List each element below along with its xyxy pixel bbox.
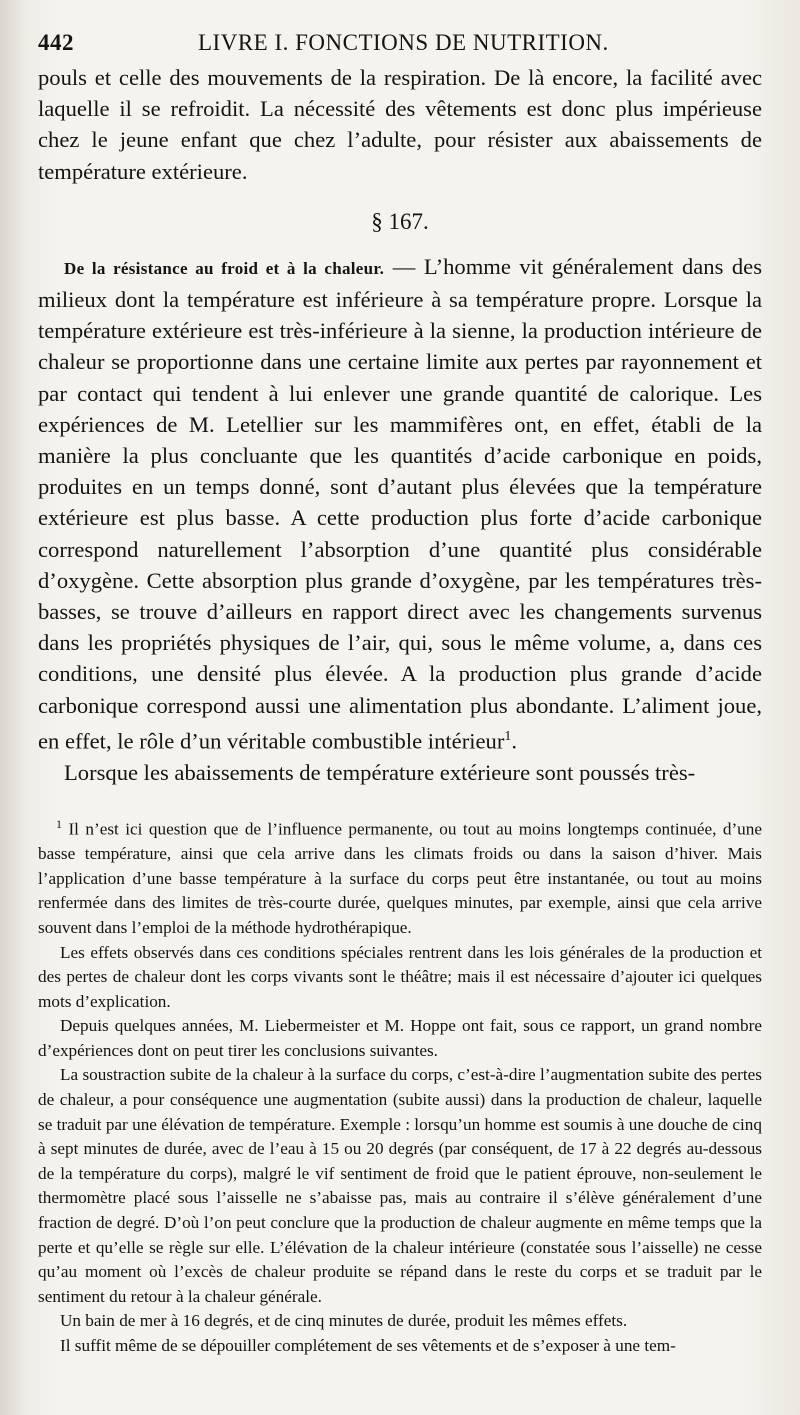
footnote-text: Il n’est ici question que de l’influence permanente, ou tout au moins longtemps continuée, d’une basse température, ainsi que cela arrive dans les climats froids ou dans la saison d’hiver. Mais l’application d’une basse température à la surface du corps peut être instantanée, ou tout au moins renfermée dans des limites de très-courte durée, quelques minutes, par exemple, ainsi que cela arrive souvent dans l’emploi de la méthode hydrothérapique. bbox=[38, 819, 763, 937]
footnote-paragraph: Les effets observés dans ces conditions spéciales rentrent dans les lois générales de la production et des pertes de chaleur dont les corps vivants sont le théâtre; mais il est nécessaire d’ajouter ici quelques mots d’explication. bbox=[38, 942, 762, 1011]
footnote-reference: 1 bbox=[504, 728, 512, 744]
paragraph-continuation: pouls et celle des mouvements de la respiration. De là encore, la facilité avec laquelle il se refroidit. La nécessité des vêtements est donc plus impérieuse chez le jeune enfant que chez l’adulte, pour résister aux abaissements de température extérieure. bbox=[38, 65, 762, 184]
section-heading: De la résistance au froid et à la chaleur. bbox=[64, 258, 385, 278]
footnote-1 bbox=[38, 812, 762, 941]
main-text bbox=[38, 62, 762, 788]
section-number: § 167. bbox=[371, 208, 429, 234]
page-header bbox=[38, 30, 762, 62]
footnote-paragraph: Un bain de mer à 16 degrés, et de cinq minutes de durée, produit les mêmes effets. bbox=[60, 1311, 628, 1331]
paragraph-section-167 bbox=[38, 251, 762, 757]
footnote-paragraph: Il suffit même de se dépouiller complétement de ses vêtements et de s’exposer à une tem- bbox=[60, 1336, 676, 1355]
footnote-paragraph: Depuis quelques années, M. Liebermeister et M. Hoppe ont fait, sous ce rapport, un grand nombre d’expériences dont on peut tirer les conclusions suivantes. bbox=[38, 1016, 762, 1060]
paragraph-next: Lorsque les abaissements de température extérieure sont poussés très- bbox=[64, 759, 696, 785]
running-title: LIVRE I. FONCTIONS DE NUTRITION. bbox=[198, 30, 609, 55]
paragraph-end: . bbox=[511, 728, 517, 754]
footnote-marker: 1 bbox=[56, 816, 62, 831]
footnote-paragraph: La soustraction subite de la chaleur à la surface du corps, c’est-à-dire l’augmentation subite des pertes de chaleur, a pour conséquence une augmentation (subite aussi) dans la production de chaleur, laquelle se traduit par une élévation de température. Exemple : lorsqu’un homme est soumis à une douche de cinq à sept minutes de durée, avec de l’eau à 15 ou 20 degrés (par conséquent, de 17 à 22 degrés au-dessous de la température du corps), malgré le vif sentiment de froid que le patient éprouve, non-seulement le thermomètre placé sous l’aisselle ne s’abaisse pas, mais au contraire il s’élève généralement d’une fraction de degré. D’où l’on peut conclure que la production de chaleur augmente en même temps que la perte et qu’elle se règle sur elle. L’élévation de la chaleur intérieure (constatée sous l’aisselle) ne cesse qu’au moment où l’excès de chaleur produite se répand dans le reste du corps et se traduit par le sentiment du retour à la chaleur générale. bbox=[38, 1065, 762, 1306]
page-number: 442 bbox=[38, 30, 74, 55]
paragraph-text: — L’homme vit généralement dans des milieux dont la température est inférieure à sa température propre. Lorsque la température extérieure est très-inférieure à la sienne, la production intérieure de chaleur se proportionne dans une certaine limite aux pertes par rayonnement et par contact qui tendent à lui enlever une grande quantité de calorique. Les expériences de M. Letellier sur les mammifères ont, en effet, établi de la manière la plus concluante que les quantités d’acide carbonique en poids, produites en un temps donné, sont d’autant plus élevées que la température extérieure est plus basse. A cette production plus forte d’acide carbonique correspond naturellement l’absorption d’une quantité plus considérable d’oxygène. Cette absorption plus grande d’oxygène, par les températures très-basses, se trouve d’ailleurs en rapport direct avec les changements survenus dans les propriétés physiques de l’air, qui, sous le même volume, a, dans ces conditions, une densité plus élevée. A la production plus grande d’acide carbonique correspond aussi une alimentation plus abondante. L’aliment joue, en effet, le rôle d’un véritable combustible intérieur bbox=[38, 253, 762, 754]
footnotes bbox=[38, 812, 762, 1359]
